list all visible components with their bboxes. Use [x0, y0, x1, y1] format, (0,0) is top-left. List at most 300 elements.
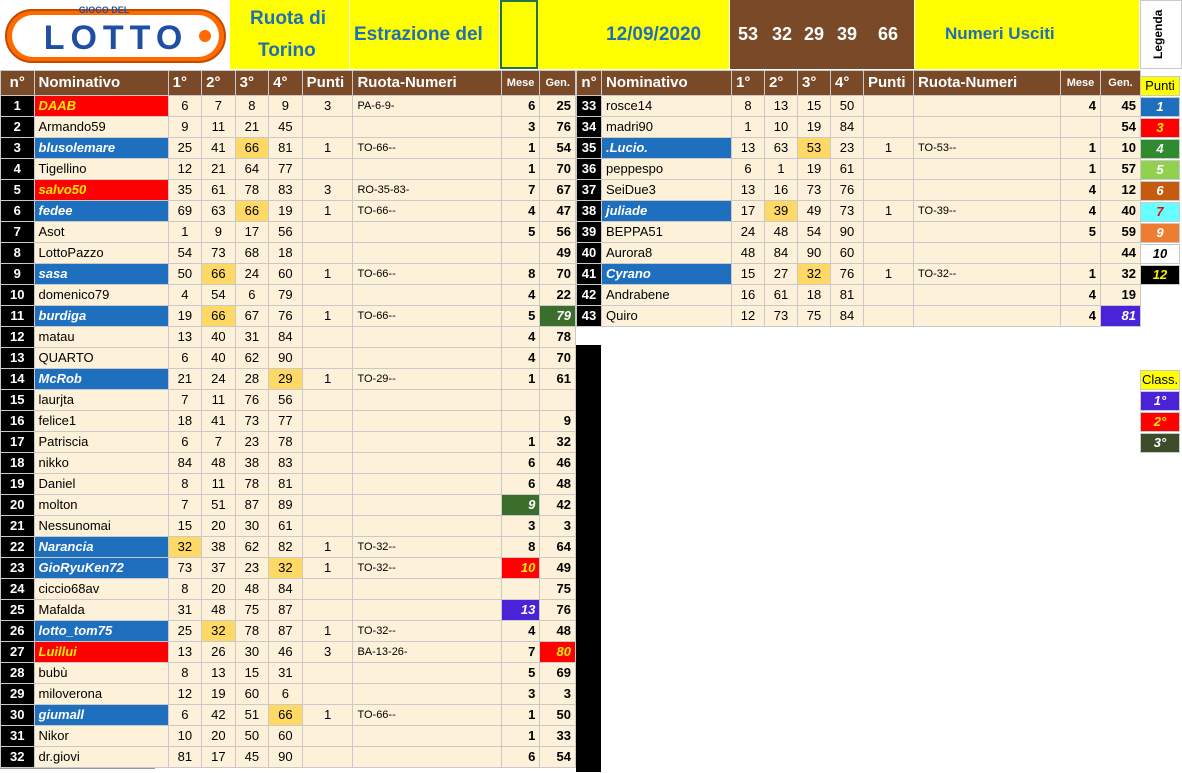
- table-row[interactable]: [1, 537, 576, 558]
- pick-4[interactable]: 73: [831, 201, 864, 222]
- table-row[interactable]: [577, 222, 1141, 243]
- player-name[interactable]: nikko: [34, 453, 168, 474]
- pick-3[interactable]: 15: [798, 96, 831, 117]
- player-name[interactable]: QUARTO: [34, 348, 168, 369]
- gen-cell[interactable]: 75: [540, 579, 576, 600]
- player-name[interactable]: domenico79: [34, 285, 168, 306]
- mese-cell[interactable]: 4: [1061, 306, 1101, 327]
- table-row[interactable]: [577, 201, 1141, 222]
- pick-3[interactable]: 67: [235, 306, 269, 327]
- mese-cell[interactable]: 10: [501, 558, 540, 579]
- ruota-numeri-cell[interactable]: [353, 453, 501, 474]
- player-name[interactable]: felice1: [34, 411, 168, 432]
- ruota-numeri-cell[interactable]: [914, 222, 1061, 243]
- punti-cell[interactable]: [864, 117, 914, 138]
- punti-cell[interactable]: [302, 222, 353, 243]
- ruota-numeri-cell[interactable]: [353, 285, 501, 306]
- player-name[interactable]: fedee: [34, 201, 168, 222]
- table-row[interactable]: [1, 495, 576, 516]
- gen-cell[interactable]: 67: [540, 180, 576, 201]
- gen-cell[interactable]: 70: [540, 159, 576, 180]
- punti-cell[interactable]: [864, 96, 914, 117]
- pick-1[interactable]: 50: [168, 264, 202, 285]
- ruota-numeri-cell[interactable]: TO-32--: [353, 537, 501, 558]
- pick-2[interactable]: 61: [202, 180, 236, 201]
- player-name[interactable]: rosce14: [602, 96, 732, 117]
- pick-1[interactable]: 81: [168, 747, 202, 768]
- ruota-numeri-cell[interactable]: [353, 747, 501, 768]
- pick-1[interactable]: 12: [168, 684, 202, 705]
- pick-3[interactable]: 28: [235, 369, 269, 390]
- mese-cell[interactable]: 4: [501, 621, 540, 642]
- table-row[interactable]: [1, 180, 576, 201]
- gen-cell[interactable]: 12: [1101, 180, 1141, 201]
- gen-cell[interactable]: 49: [540, 558, 576, 579]
- mese-cell[interactable]: 1: [501, 705, 540, 726]
- table-row[interactable]: [1, 453, 576, 474]
- player-name[interactable]: sasa: [34, 264, 168, 285]
- punti-cell[interactable]: 1: [302, 705, 353, 726]
- ruota-numeri-cell[interactable]: [353, 159, 501, 180]
- pick-2[interactable]: 9: [202, 222, 236, 243]
- pick-2[interactable]: 48: [202, 453, 236, 474]
- punti-cell[interactable]: 3: [302, 180, 353, 201]
- pick-2[interactable]: 84: [765, 243, 798, 264]
- punti-cell[interactable]: 1: [864, 201, 914, 222]
- mese-cell[interactable]: 1: [501, 159, 540, 180]
- punti-cell[interactable]: [302, 327, 353, 348]
- punti-cell[interactable]: 1: [302, 138, 353, 159]
- pick-2[interactable]: 48: [202, 600, 236, 621]
- ruota-numeri-cell[interactable]: [914, 243, 1061, 264]
- mese-cell[interactable]: 4: [1061, 201, 1101, 222]
- gen-cell[interactable]: 9: [540, 411, 576, 432]
- player-name[interactable]: Aurora8: [602, 243, 732, 264]
- gen-cell[interactable]: 79: [540, 306, 576, 327]
- row-number[interactable]: 14: [1, 369, 35, 390]
- gen-cell[interactable]: 54: [540, 747, 576, 768]
- player-name[interactable]: LottoPazzo: [34, 243, 168, 264]
- player-name[interactable]: peppespo: [602, 159, 732, 180]
- table-row[interactable]: [1, 474, 576, 495]
- row-number[interactable]: 21: [1, 516, 35, 537]
- row-number[interactable]: 2: [1, 117, 35, 138]
- pick-3[interactable]: 87: [235, 495, 269, 516]
- ruota-numeri-cell[interactable]: TO-66--: [353, 306, 501, 327]
- gen-cell[interactable]: 69: [540, 663, 576, 684]
- pick-1[interactable]: 24: [732, 222, 765, 243]
- pick-1[interactable]: 84: [168, 453, 202, 474]
- ruota-numeri-cell[interactable]: [353, 474, 501, 495]
- pick-1[interactable]: 13: [168, 642, 202, 663]
- ruota-numeri-cell[interactable]: TO-53--: [914, 138, 1061, 159]
- pick-2[interactable]: 51: [202, 495, 236, 516]
- pick-3[interactable]: 24: [235, 264, 269, 285]
- punti-cell[interactable]: [864, 159, 914, 180]
- pick-2[interactable]: 38: [202, 537, 236, 558]
- player-name[interactable]: Nikor: [34, 726, 168, 747]
- pick-4[interactable]: 56: [269, 222, 303, 243]
- table-row[interactable]: [1, 705, 576, 726]
- table-row[interactable]: [1, 411, 576, 432]
- row-number[interactable]: 31: [1, 726, 35, 747]
- player-name[interactable]: Patriscia: [34, 432, 168, 453]
- row-number[interactable]: 13: [1, 348, 35, 369]
- pick-2[interactable]: 20: [202, 516, 236, 537]
- pick-3[interactable]: 50: [235, 726, 269, 747]
- punti-cell[interactable]: [302, 348, 353, 369]
- ruota-numeri-cell[interactable]: TO-66--: [353, 201, 501, 222]
- pick-3[interactable]: 30: [235, 516, 269, 537]
- table-row[interactable]: [577, 264, 1141, 285]
- player-name[interactable]: bubù: [34, 663, 168, 684]
- gen-cell[interactable]: 42: [540, 495, 576, 516]
- pick-4[interactable]: 18: [269, 243, 303, 264]
- pick-2[interactable]: 16: [765, 180, 798, 201]
- row-number[interactable]: 29: [1, 684, 35, 705]
- player-name[interactable]: BEPPA51: [602, 222, 732, 243]
- pick-2[interactable]: 41: [202, 138, 236, 159]
- pick-2[interactable]: 21: [202, 159, 236, 180]
- row-number[interactable]: 4: [1, 159, 35, 180]
- pick-2[interactable]: 17: [202, 747, 236, 768]
- table-row[interactable]: [1, 369, 576, 390]
- pick-4[interactable]: 87: [269, 621, 303, 642]
- row-number[interactable]: 20: [1, 495, 35, 516]
- pick-1[interactable]: 9: [168, 117, 202, 138]
- table-row[interactable]: [1, 558, 576, 579]
- table-row[interactable]: [577, 285, 1141, 306]
- pick-1[interactable]: 25: [168, 621, 202, 642]
- pick-1[interactable]: 1: [732, 117, 765, 138]
- gen-cell[interactable]: 70: [540, 264, 576, 285]
- table-row[interactable]: [1, 747, 576, 768]
- player-name[interactable]: DAAB: [34, 96, 168, 117]
- row-number[interactable]: 42: [577, 285, 602, 306]
- pick-1[interactable]: 13: [732, 138, 765, 159]
- punti-cell[interactable]: 1: [864, 264, 914, 285]
- player-name[interactable]: blusolemare: [34, 138, 168, 159]
- player-name[interactable]: Armando59: [34, 117, 168, 138]
- pick-2[interactable]: 7: [202, 432, 236, 453]
- ruota-numeri-cell[interactable]: [353, 411, 501, 432]
- table-row[interactable]: [1, 684, 576, 705]
- row-number[interactable]: 11: [1, 306, 35, 327]
- gen-cell[interactable]: 25: [540, 96, 576, 117]
- punti-cell[interactable]: [302, 495, 353, 516]
- pick-4[interactable]: 46: [269, 642, 303, 663]
- row-number[interactable]: 15: [1, 390, 35, 411]
- row-number[interactable]: 19: [1, 474, 35, 495]
- ruota-numeri-cell[interactable]: [914, 306, 1061, 327]
- pick-2[interactable]: 54: [202, 285, 236, 306]
- gen-cell[interactable]: 81: [1101, 306, 1141, 327]
- punti-cell[interactable]: [302, 117, 353, 138]
- pick-4[interactable]: 89: [269, 495, 303, 516]
- gen-cell[interactable]: 32: [540, 432, 576, 453]
- pick-3[interactable]: 64: [235, 159, 269, 180]
- pick-1[interactable]: 12: [168, 159, 202, 180]
- pick-3[interactable]: 19: [798, 117, 831, 138]
- gen-cell[interactable]: 32: [1101, 264, 1141, 285]
- row-number[interactable]: 28: [1, 663, 35, 684]
- pick-4[interactable]: 90: [269, 747, 303, 768]
- mese-cell[interactable]: 1: [1061, 264, 1101, 285]
- mese-cell[interactable]: 13: [501, 600, 540, 621]
- player-name[interactable]: Mafalda: [34, 600, 168, 621]
- mese-cell[interactable]: 4: [1061, 96, 1101, 117]
- row-number[interactable]: 41: [577, 264, 602, 285]
- pick-4[interactable]: 32: [269, 558, 303, 579]
- row-number[interactable]: 5: [1, 180, 35, 201]
- pick-2[interactable]: 19: [202, 684, 236, 705]
- mese-cell[interactable]: 7: [501, 642, 540, 663]
- gen-cell[interactable]: 22: [540, 285, 576, 306]
- pick-4[interactable]: 66: [269, 705, 303, 726]
- pick-4[interactable]: 60: [269, 264, 303, 285]
- punti-cell[interactable]: 1: [302, 369, 353, 390]
- pick-3[interactable]: 18: [798, 285, 831, 306]
- player-name[interactable]: matau: [34, 327, 168, 348]
- mese-cell[interactable]: 1: [1061, 138, 1101, 159]
- mese-cell[interactable]: 1: [501, 726, 540, 747]
- row-number[interactable]: 37: [577, 180, 602, 201]
- pick-2[interactable]: 32: [202, 621, 236, 642]
- row-number[interactable]: 18: [1, 453, 35, 474]
- ruota-numeri-cell[interactable]: [914, 159, 1061, 180]
- selected-cell[interactable]: [500, 0, 538, 69]
- punti-cell[interactable]: [864, 243, 914, 264]
- gen-cell[interactable]: 59: [1101, 222, 1141, 243]
- table-row[interactable]: [1, 348, 576, 369]
- pick-4[interactable]: 76: [831, 264, 864, 285]
- mese-cell[interactable]: 3: [501, 516, 540, 537]
- player-name[interactable]: dr.giovi: [34, 747, 168, 768]
- table-row[interactable]: [1, 516, 576, 537]
- row-number[interactable]: 23: [1, 558, 35, 579]
- pick-2[interactable]: 48: [765, 222, 798, 243]
- pick-2[interactable]: 26: [202, 642, 236, 663]
- mese-cell[interactable]: 6: [501, 747, 540, 768]
- mese-cell[interactable]: 4: [1061, 285, 1101, 306]
- gen-cell[interactable]: 50: [540, 705, 576, 726]
- table-row[interactable]: [1, 327, 576, 348]
- pick-2[interactable]: 61: [765, 285, 798, 306]
- mese-cell[interactable]: 5: [501, 306, 540, 327]
- row-number[interactable]: 12: [1, 327, 35, 348]
- punti-cell[interactable]: [864, 222, 914, 243]
- ruota-numeri-cell[interactable]: [353, 600, 501, 621]
- pick-2[interactable]: 37: [202, 558, 236, 579]
- pick-1[interactable]: 8: [732, 96, 765, 117]
- pick-4[interactable]: 78: [269, 432, 303, 453]
- row-number[interactable]: 24: [1, 579, 35, 600]
- gen-cell[interactable]: 80: [540, 642, 576, 663]
- pick-1[interactable]: 54: [168, 243, 202, 264]
- pick-1[interactable]: 6: [168, 432, 202, 453]
- pick-4[interactable]: 23: [831, 138, 864, 159]
- pick-3[interactable]: 78: [235, 621, 269, 642]
- row-number[interactable]: 34: [577, 117, 602, 138]
- pick-1[interactable]: 19: [168, 306, 202, 327]
- mese-cell[interactable]: 5: [501, 222, 540, 243]
- table-row[interactable]: [1, 663, 576, 684]
- ruota-numeri-cell[interactable]: [353, 348, 501, 369]
- row-number[interactable]: 32: [1, 747, 35, 768]
- pick-1[interactable]: 25: [168, 138, 202, 159]
- ruota-numeri-cell[interactable]: [353, 432, 501, 453]
- gen-cell[interactable]: 76: [540, 600, 576, 621]
- gen-cell[interactable]: 10: [1101, 138, 1141, 159]
- ruota-numeri-cell[interactable]: TO-29--: [353, 369, 501, 390]
- pick-3[interactable]: 53: [798, 138, 831, 159]
- pick-2[interactable]: 40: [202, 327, 236, 348]
- mese-cell[interactable]: 5: [501, 663, 540, 684]
- row-number[interactable]: 8: [1, 243, 35, 264]
- punti-cell[interactable]: [864, 285, 914, 306]
- pick-2[interactable]: 20: [202, 579, 236, 600]
- row-number[interactable]: 22: [1, 537, 35, 558]
- pick-2[interactable]: 11: [202, 117, 236, 138]
- pick-4[interactable]: 6: [269, 684, 303, 705]
- mese-cell[interactable]: 4: [501, 348, 540, 369]
- table-row[interactable]: [1, 432, 576, 453]
- pick-1[interactable]: 6: [168, 705, 202, 726]
- ruota-numeri-cell[interactable]: [353, 579, 501, 600]
- pick-4[interactable]: 81: [269, 474, 303, 495]
- mese-cell[interactable]: 4: [501, 201, 540, 222]
- ruota-numeri-cell[interactable]: [914, 96, 1061, 117]
- pick-2[interactable]: 40: [202, 348, 236, 369]
- player-name[interactable]: GioRyuKen72: [34, 558, 168, 579]
- pick-3[interactable]: 8: [235, 96, 269, 117]
- punti-cell[interactable]: [864, 306, 914, 327]
- pick-3[interactable]: 19: [798, 159, 831, 180]
- punti-cell[interactable]: 3: [302, 96, 353, 117]
- punti-cell[interactable]: [302, 453, 353, 474]
- player-name[interactable]: madri90: [602, 117, 732, 138]
- punti-cell[interactable]: 1: [302, 621, 353, 642]
- row-number[interactable]: 6: [1, 201, 35, 222]
- punti-cell[interactable]: [302, 411, 353, 432]
- ruota-numeri-cell[interactable]: TO-66--: [353, 138, 501, 159]
- table-row[interactable]: [1, 726, 576, 747]
- ruota-numeri-cell[interactable]: [353, 390, 501, 411]
- pick-3[interactable]: 75: [235, 600, 269, 621]
- pick-3[interactable]: 76: [235, 390, 269, 411]
- mese-cell[interactable]: [1061, 117, 1101, 138]
- pick-4[interactable]: 84: [269, 327, 303, 348]
- mese-cell[interactable]: 1: [501, 369, 540, 390]
- mese-cell[interactable]: 6: [501, 453, 540, 474]
- pick-4[interactable]: 87: [269, 600, 303, 621]
- table-row[interactable]: [577, 180, 1141, 201]
- ruota-numeri-cell[interactable]: [353, 726, 501, 747]
- punti-cell[interactable]: [302, 474, 353, 495]
- gen-cell[interactable]: 57: [1101, 159, 1141, 180]
- ruota-numeri-cell[interactable]: [353, 117, 501, 138]
- pick-3[interactable]: 78: [235, 474, 269, 495]
- pick-3[interactable]: 90: [798, 243, 831, 264]
- pick-2[interactable]: 24: [202, 369, 236, 390]
- pick-1[interactable]: 31: [168, 600, 202, 621]
- punti-cell[interactable]: 1: [302, 201, 353, 222]
- pick-1[interactable]: 12: [732, 306, 765, 327]
- player-name[interactable]: Daniel: [34, 474, 168, 495]
- punti-cell[interactable]: [864, 180, 914, 201]
- gen-cell[interactable]: 56: [540, 222, 576, 243]
- punti-cell[interactable]: [302, 516, 353, 537]
- pick-3[interactable]: 38: [235, 453, 269, 474]
- player-name[interactable]: Nessunomai: [34, 516, 168, 537]
- pick-1[interactable]: 15: [732, 264, 765, 285]
- gen-cell[interactable]: 64: [540, 537, 576, 558]
- pick-2[interactable]: 63: [765, 138, 798, 159]
- ruota-numeri-cell[interactable]: [914, 117, 1061, 138]
- pick-2[interactable]: 11: [202, 390, 236, 411]
- ruota-numeri-cell[interactable]: [914, 180, 1061, 201]
- punti-cell[interactable]: [302, 684, 353, 705]
- player-name[interactable]: Cyrano: [602, 264, 732, 285]
- pick-2[interactable]: 41: [202, 411, 236, 432]
- punti-cell[interactable]: 3: [302, 642, 353, 663]
- gen-cell[interactable]: 48: [540, 621, 576, 642]
- mese-cell[interactable]: 4: [501, 327, 540, 348]
- table-row[interactable]: [1, 306, 576, 327]
- ruota-numeri-cell[interactable]: [353, 684, 501, 705]
- table-row[interactable]: [1, 117, 576, 138]
- pick-3[interactable]: 78: [235, 180, 269, 201]
- row-number[interactable]: 30: [1, 705, 35, 726]
- pick-3[interactable]: 68: [235, 243, 269, 264]
- pick-2[interactable]: 13: [202, 663, 236, 684]
- pick-2[interactable]: 7: [202, 96, 236, 117]
- pick-3[interactable]: 45: [235, 747, 269, 768]
- mese-cell[interactable]: 6: [501, 474, 540, 495]
- pick-2[interactable]: 42: [202, 705, 236, 726]
- punti-cell[interactable]: [302, 285, 353, 306]
- player-name[interactable]: Narancia: [34, 537, 168, 558]
- pick-1[interactable]: 7: [168, 495, 202, 516]
- pick-4[interactable]: 84: [269, 579, 303, 600]
- table-row[interactable]: [577, 159, 1141, 180]
- table-row[interactable]: [1, 390, 576, 411]
- gen-cell[interactable]: 54: [1101, 117, 1141, 138]
- pick-1[interactable]: 48: [732, 243, 765, 264]
- table-row[interactable]: [1, 600, 576, 621]
- pick-1[interactable]: 8: [168, 474, 202, 495]
- pick-3[interactable]: 23: [235, 558, 269, 579]
- punti-cell[interactable]: 1: [302, 537, 353, 558]
- player-name[interactable]: giumall: [34, 705, 168, 726]
- pick-3[interactable]: 48: [235, 579, 269, 600]
- ruota-numeri-cell[interactable]: [353, 222, 501, 243]
- row-number[interactable]: 36: [577, 159, 602, 180]
- pick-4[interactable]: 77: [269, 159, 303, 180]
- punti-cell[interactable]: 1: [864, 138, 914, 159]
- pick-4[interactable]: 61: [831, 159, 864, 180]
- ruota-numeri-cell[interactable]: TO-32--: [914, 264, 1061, 285]
- pick-1[interactable]: 10: [168, 726, 202, 747]
- gen-cell[interactable]: 45: [1101, 96, 1141, 117]
- table-row[interactable]: [1, 264, 576, 285]
- player-name[interactable]: ciccio68av: [34, 579, 168, 600]
- player-name[interactable]: Quiro: [602, 306, 732, 327]
- ruota-numeri-cell[interactable]: RO-35-83-: [353, 180, 501, 201]
- player-name[interactable]: salvo50: [34, 180, 168, 201]
- pick-4[interactable]: 60: [831, 243, 864, 264]
- pick-4[interactable]: 29: [269, 369, 303, 390]
